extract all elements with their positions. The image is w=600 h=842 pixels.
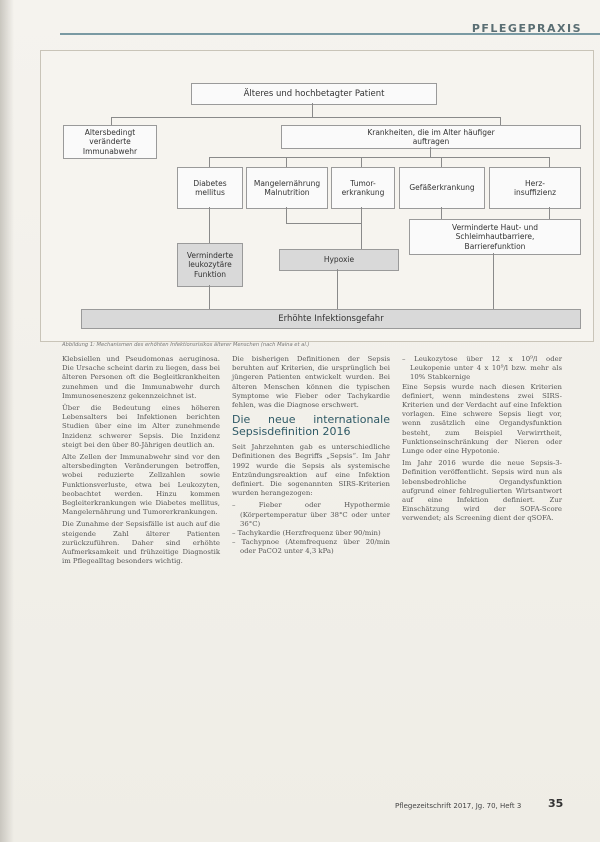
- diagram-box-barrier: Verminderte Haut- und Schleimhautbarriere, Barrierefunktion: [409, 219, 581, 255]
- paragraph: Im Jahr 2016 wurde die neue Sepsis-3-Definition veröffentlicht. Sepsis wird nun als lebensbedrohliche Organdysfunktion aufgrund einer fehlregulierten Wirtsantwort auf eine Infektion definiert. Zur Einschätzung wird der SOFA-Score verwendet; als Screening dient der qSOFA.: [402, 459, 562, 523]
- connector: [209, 157, 210, 167]
- connector: [312, 103, 313, 117]
- diagram-bottom-box: Erhöhte Infektionsgefahr: [81, 309, 581, 329]
- paragraph: Die Zunahme der Sepsisfälle ist auch auf die steigende Zahl älterer Patienten zurückzuführen. Daher sind erhöhte Aufmerksamkeit und frühzeitige Diagnostik im Pflegealltag besonders wichtig.: [62, 520, 220, 566]
- paragraph: Klebsiellen und Pseudomonas aeruginosa. Die Ursache scheint darin zu liegen, dass bei älteren Personen oft die Begleitkrankheiten zunehmen und die Immunabwehr durch Immunoseneszenz gekennzeichnet ist.: [62, 355, 220, 400]
- connector: [430, 147, 431, 157]
- list-item: – Tachypnoe (Atemfrequenz über 20/min oder PaCO2 unter 4,3 kPa): [232, 538, 390, 556]
- text-column-3: [402, 355, 562, 527]
- connector: [549, 157, 550, 167]
- page-number: 35: [548, 797, 564, 810]
- paragraph: Alte Zellen der Immunabwehr sind vor den altersbedingten Veränderungen betroffen, wobei reduzierte Zellzahlen sowie Funktionsverluste, etwa bei Leukozyten, beobachtet werden. Hinzu kommen Begleiterkrankungen wie Diabetes mellitus, Mangelernährung und Tumorerkrankungen.: [62, 453, 220, 517]
- journal-footer: Pflegezeitschrift 2017, Jg. 70, Heft 3: [395, 802, 522, 810]
- list-item: – Fieber oder Hypothermie (Körpertemperatur über 38°C oder unter 36°C): [232, 501, 391, 528]
- connector: [209, 285, 210, 309]
- connector: [441, 157, 442, 167]
- paragraph: Über die Bedeutung eines höheren Lebensalters bei Infektionen berichten Studien über eine im Alter zunehmende Inzidenz schwerer Sepsis. Die Inzidenz steigt bei den über 80-Jährigen deutlich an.: [62, 404, 220, 449]
- diagram-box-tumor: Tumor- erkrankung: [331, 167, 395, 209]
- figure-caption: Abbildung 1: Mechanismen des erhöhten Infektionsrisikos älterer Menschen (nach Maina et al.): [62, 342, 310, 348]
- section-heading: Die neue internationale Sepsisdefinition 2016: [232, 413, 390, 439]
- text-column-1: [62, 355, 220, 569]
- paragraph: Seit Jahrzehnten gab es unterschiedliche Definitionen des Begriffs „Sepsis“. Im Jahr 1992 wurde die Sepsis als systemische Entzündungsreaktion auf eine Infektion definiert. Die sogenannten SIRS-Kriterien wurden herangezogen:: [232, 443, 390, 498]
- connector: [286, 157, 287, 167]
- connector: [500, 117, 501, 125]
- list-item: – Leukozytose über 12 x 10⁹/l oder Leukopenie unter 4 x 10⁹/l bzw. mehr als 10% Stabkernige: [402, 355, 562, 382]
- bullet-list: [402, 355, 562, 383]
- diagram-box-hypoxia: Hypoxie: [279, 249, 399, 271]
- text-column-2: [232, 355, 390, 557]
- diagram-box-malnutrition: Mangelernährung Malnutrition: [246, 167, 328, 209]
- connector: [493, 253, 494, 309]
- diagram-box-vascular: Gefäßerkrankung: [399, 167, 485, 209]
- paragraph: Die bisherigen Definitionen der Sepsis beruhten auf Kriterien, die ursprünglich bei jüngeren Patienten entwickelt wurden. Bei älteren Menschen können die typischen Symptome wie Fieber oder Tachykardie fehlen, was die Diagnose erschwert.: [232, 355, 390, 410]
- diagram-right-box: Krankheiten, die im Alter häufiger auftragen: [281, 125, 581, 149]
- paragraph: Eine Sepsis wurde nach diesen Kriterien definiert, wenn mindestens zwei SIRS-Kriterien und der Verdacht auf eine Infektion vorlagen. Eine schwere Sepsis liegt vor, wenn zusätzlich eine Organdysfunktion besteht, zum Beispiel Verwirrtheit, Funktionseinschränkung der Nieren oder Lunge oder eine Hypotonie.: [402, 382, 562, 456]
- page-shadow: [0, 0, 14, 842]
- figure-diagram: [40, 50, 594, 342]
- connector: [337, 269, 338, 309]
- connector: [209, 157, 549, 158]
- diagram-top-box: Älteres und hochbetagter Patient: [191, 83, 437, 105]
- connector: [286, 207, 287, 223]
- connector: [111, 117, 112, 125]
- diagram-box-heart-failure: Herz- insuffizienz: [489, 167, 581, 209]
- list-item: – Tachykardie (Herzfrequenz über 90/min): [232, 529, 381, 538]
- diagram-box-diabetes: Diabetes mellitus: [177, 167, 243, 209]
- bullet-list: [232, 501, 390, 556]
- connector: [441, 207, 442, 219]
- connector: [209, 207, 210, 243]
- connector: [286, 223, 361, 224]
- diagram-left-box: Altersbedingt veränderte Immunabwehr: [63, 125, 157, 159]
- connector: [549, 207, 550, 219]
- section-header: PFLEGEPRAXIS: [471, 22, 582, 35]
- connector: [361, 207, 362, 249]
- connector: [361, 157, 362, 167]
- connector: [111, 117, 501, 118]
- diagram-box-leukocyte: Verminderte leukozytäre Funktion: [177, 243, 243, 287]
